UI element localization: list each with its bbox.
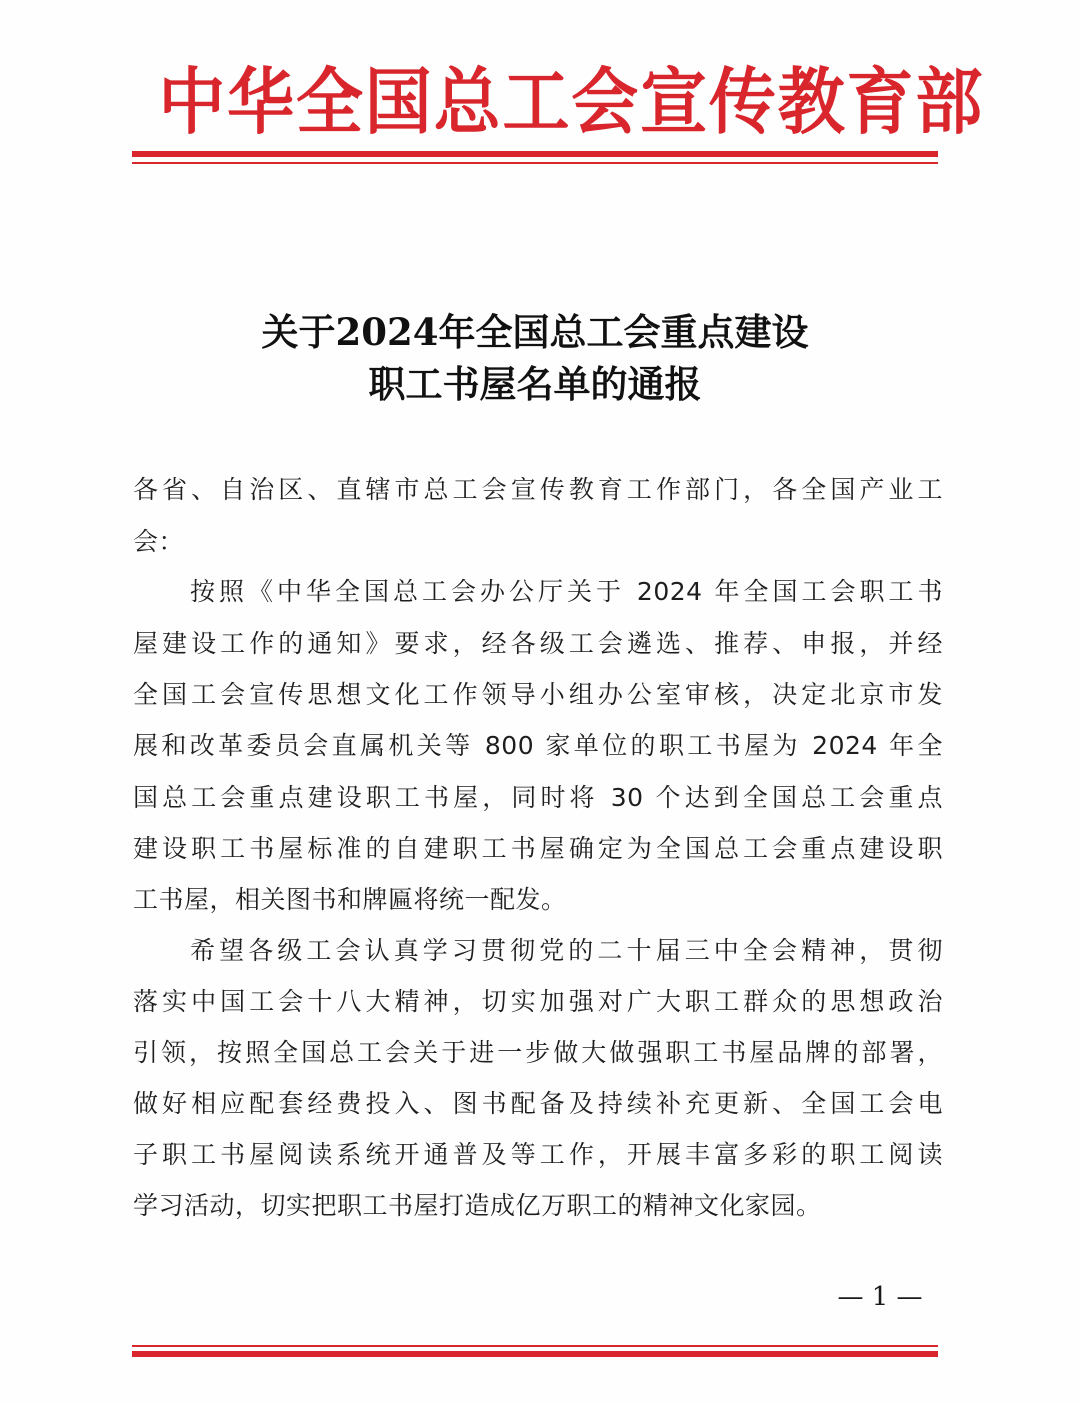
letterhead-rule-thin xyxy=(132,162,938,164)
paragraph-2-line: 引领，按照全国总工会关于进一步做大做强职工书屋品牌的部署， xyxy=(133,1038,943,1067)
document-title-line-2: 职工书屋名单的通报 xyxy=(368,362,702,406)
salutation-line-2: 会： xyxy=(133,527,185,556)
paragraph-2-line: 落实中国工会十八大精神，切实加强对广大职工群众的思想政治 xyxy=(133,987,943,1016)
paragraph-1-line: 国总工会重点建设职工书屋，同时将 30 个达到全国总工会重点 xyxy=(133,783,943,812)
page-number: — 1 — xyxy=(837,1282,923,1312)
paragraph-1-line: 建设职工书屋标准的自建职工书屋确定为全国总工会重点建设职 xyxy=(133,834,943,863)
paragraph-2-line: 学习活动，切实把职工书屋打造成亿万职工的精神文化家园。 xyxy=(133,1191,822,1220)
paragraph-1-line: 工书屋，相关图书和牌匾将统一配发。 xyxy=(133,885,567,914)
footer-rule-thin xyxy=(132,1345,938,1347)
salutation-line-1: 各省、自治区、直辖市总工会宣传教育工作部门，各全国产业工 xyxy=(133,475,943,504)
paragraph-2-line: 子职工书屋阅读系统开通普及等工作，开展丰富多彩的职工阅读 xyxy=(133,1140,943,1169)
letterhead-rule-thick xyxy=(132,151,938,157)
document-title-line-1: 关于2024年全国总工会重点建设 xyxy=(261,310,809,354)
paragraph-1-line: 展和改革委员会直属机关等 800 家单位的职工书屋为 2024 年全 xyxy=(133,731,943,760)
paragraph-1-line: 按照《中华全国总工会办公厅关于 2024 年全国工会职工书 xyxy=(190,577,943,606)
letterhead-org-name: 中华全国总工会宣传教育部 xyxy=(158,60,985,144)
paragraph-1-line: 屋建设工作的通知》要求，经各级工会遴选、推荐、申报，并经 xyxy=(133,629,943,658)
paragraph-2-line: 希望各级工会认真学习贯彻党的二十届三中全会精神，贯彻 xyxy=(190,936,943,965)
footer-rule-thick xyxy=(132,1351,938,1357)
paragraph-2-line: 做好相应配套经费投入、图书配备及持续补充更新、全国工会电 xyxy=(133,1089,943,1118)
paragraph-1-line: 全国工会宣传思想文化工作领导小组办公室审核，决定北京市发 xyxy=(133,680,943,709)
